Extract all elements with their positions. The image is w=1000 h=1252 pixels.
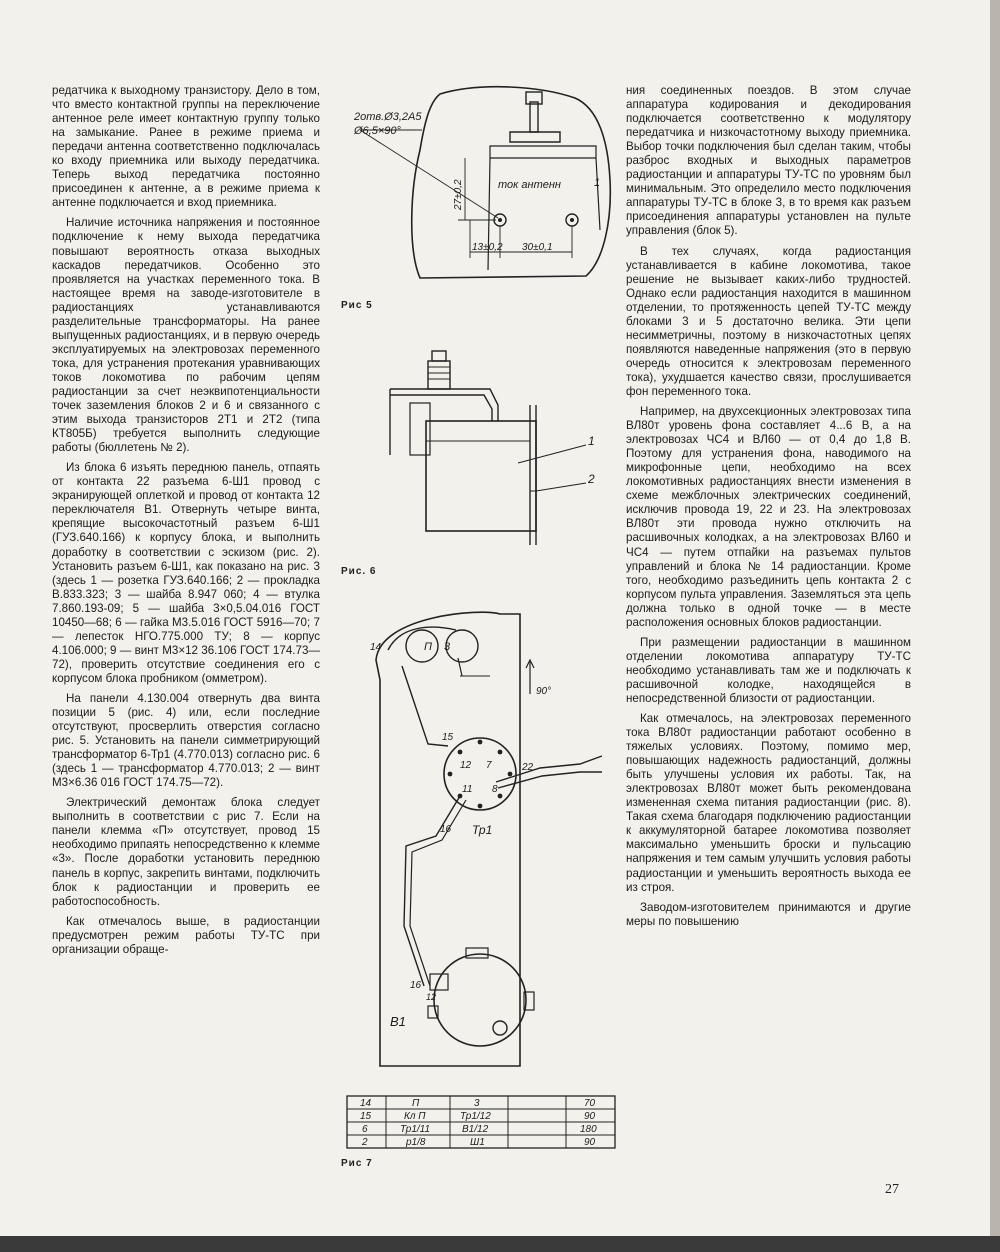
pin-12: 12 xyxy=(460,760,472,771)
paragraph: Электрический демонтаж блока следует выполнить в соответствии с рис 7. Если на панели клемма «П» отсутствует, провод 15 необходимо припаять непосредственно к клемме «3». После доработки установить переднюю панель в корпус, закрепить винтами, подключить блок к радиостанции и проверить ее работоспособность. xyxy=(52,796,320,908)
table-cell: 90 xyxy=(584,1111,596,1122)
hole-note-1: 2отв.Ø3,2А5 xyxy=(354,111,422,123)
pin-7: 7 xyxy=(486,760,492,771)
table-cell: р1/8 xyxy=(406,1137,426,1148)
table-cell: В1/12 xyxy=(462,1124,489,1135)
wire-15-label: 15 xyxy=(442,732,454,743)
table-cell: 2 xyxy=(362,1137,368,1148)
paragraph: Из блока 6 изъять переднюю панель, отпаять от контакта 22 разъема 6-Ш1 провод с экранирующей оплеткой и провод от контакта 12 переключателя В1. Отвернуть четыре винта, крепящие высокочастотный разъем 6-Ш1 (ГУЗ.640.166) к корпусу блока, и выполнить доработку в соответствии с эскизом (рис. 2). Установить разъем 6-Ш1, как показано на рис. 3 (здесь 1 — розетка ГУЗ.640.166; 2 — прокладка В.833.323; 3 — шайба 8.947 060; 4 — втулка 7.860.193-09; 5 — шайба 3×0,5.04.016 ГОСТ 10450—68; 6 — гайка М3.5.016 ГОСТ 5916—70; 7 — лепесток НГО.775.000 ТУ; 8 — корпус 4.106.000; 9 — винт М3×12 36.106 ГОСТ 174.73—72), проверить отсутствие соединения его с корпусом блока пробником (омметром). xyxy=(52,461,320,685)
dim-h2: 30±0,1 xyxy=(522,242,553,253)
table-row xyxy=(362,1124,597,1135)
dim-vertical: 27±0,2 xyxy=(453,179,464,210)
paragraph: Наличие источника напряжения и постоянное подключение к нему выхода передатчика повышают вероятность отказа выходных каскадов передатчиков. Особенно это проявляется на участках переменного тока. В настоящее время на заводе-изготовителе в радиостанциях устанавливаются разделительные трансформаторы. На ранее выпущенных радиостанциях, и в первую очередь эксплуатируемых на электровозах переменного тока, для устранения протекания уравнивающих токов локомотива по рабочим цепям радиостанции за счет неэквипотенциальности точек заземления блоков 2 и 6 и связанного с этим выхода транзисторов 2Т1 и 2Т2 (типа КТ805Б) требуется выполнить следующие работы (бюллетень № 2). xyxy=(52,216,320,455)
terminal-p: П xyxy=(424,641,432,653)
scan-edge xyxy=(990,0,1000,1252)
angle-label: 90° xyxy=(536,686,552,697)
antenna-label: ток антенн xyxy=(498,179,561,191)
wire-16b-label: 16 xyxy=(410,980,422,991)
figure-7-table xyxy=(346,1094,616,1150)
callout-1: 1 xyxy=(588,434,595,448)
edge-mark: 1 xyxy=(594,177,601,189)
page-number: 27 xyxy=(885,1182,899,1197)
table-cell: 90 xyxy=(584,1137,596,1148)
paragraph: Как отмечалось, на электровозах переменного тока ВЛ80т радиостанции работают особенно в тяжелых условиях. Поэтому, помимо мер, повышающих надежность радиостанций, должны быть улучшены условия их работы. Так, на электровозах ВЛ80т может быть рекомендована измененная схема питания радиостанции (рис. 8). Такая схема благодаря подключению радиостанции к аккумуляторной батарее локомотива позволяет максимально уменьшить броски и пульсацию напряжения и тем самым улучшить условия работы радиостанции и уменьшить вероятность выхода ее из строя. xyxy=(626,712,911,894)
switch-label: В1 xyxy=(390,1014,406,1029)
pin-8: 8 xyxy=(492,784,498,795)
table-cell: Тр1/11 xyxy=(400,1124,431,1135)
table-cell: 180 xyxy=(580,1124,597,1135)
pin-12b: 12 xyxy=(426,992,437,1002)
terminal-14: 14 xyxy=(370,642,382,653)
terminal-3: 3 xyxy=(444,641,451,653)
callout-2: 2 xyxy=(588,472,595,486)
table-cell: Кл П xyxy=(404,1111,426,1122)
paragraph: Например, на двухсекционных электровозах типа ВЛ80т уровень фона составляет 4...6 В, а на электровозах ЧС4 и ВЛ60 — от 0,4 до 1,8 В. Поэтому для устранения фона, наводимого на микрофонные цепи, необходимо на всех локомотивных радиостанциях внести изменения в схеме межблочных электрических соединений, исключив провода 19, 22 и 23. На электровозах ВЛ80т эти провода нужно отключить на расшивочных колодках, а на электровозах ВЛ60 и ЧС4 — путем отпайки на разъемах пультов управлений и блока № 14 радиостанции. Кроме того, необходимо разъединить цепь контакта 2 с корпусом пульта управления. Заземляться эта цепь должна только в одной точке — в месте расположения основных блоков радиостанции. xyxy=(626,405,911,629)
paragraph: В тех случаях, когда радиостанция устанавливается в кабине локомотива, такое решение не вызывает каких-либо трудностей. Однако если радиостанция находится в машинном отделении, то протяженность цепей ТУ-ТС между блоками 3 и 5 достаточно велика. Эти цепи несимметричны, поэтому в низкочастотных цепях появляются наведенные напряжения (это в первую очередь относится к электровозам переменного тока), ухудшается качество связи, прослушивается фон переменного тока. xyxy=(626,244,911,398)
figure-7-caption: Рис 7 xyxy=(341,1158,373,1169)
paragraph: При размещении радиостанции в машинном отделении локомотива аппаратуру ТУ-ТС необходимо устанавливать там же и подключать к расшивочной колодке, находящейся в непосредственной близости от радиостанции. xyxy=(626,635,911,705)
figure-5-caption: Рис 5 xyxy=(341,300,373,311)
table-row xyxy=(360,1111,596,1122)
table-cell: 15 xyxy=(360,1111,372,1122)
table-cell: П xyxy=(412,1098,420,1109)
paragraph: ния соединенных поездов. В этом случае аппаратура кодирования и декодирования подключается соответственно к модулятору передатчика и низкочастотному выходу приемника. Выбор точки подключения был сделан таким, чтобы разброс входных и выходных параметров радиостанции и аппаратуры ТУ-ТС по уровням был минимальным. Это определило место подключения аппаратуры ТУ-ТС в блоке 3, в то время как разъем присоединения аппаратуры установлен на пульте управления (блок 5). xyxy=(626,84,911,238)
figure-7-drawing xyxy=(340,596,630,1156)
table-cell: 14 xyxy=(360,1098,372,1109)
paragraph: На панели 4.130.004 отвернуть два винта позиции 5 (рис. 4) или, если последние отсутствуют, просверлить отверстия согласно рис. 5. Установить на панели симметрирующий трансформатор 6-Тр1 (4.770.013) согласно рис. 6 (здесь 1 — трансформатор 4.770.013; 2 — винт М3×6.36 016 ГОСТ 174.75—72). xyxy=(52,691,320,790)
table-cell: Ш1 xyxy=(470,1137,485,1148)
figure-6-caption: Рис. 6 xyxy=(341,566,377,577)
table-cell: Тр1/12 xyxy=(460,1111,491,1122)
right-text-column xyxy=(626,84,911,935)
wire-16-label: 16 xyxy=(440,824,452,835)
figure-6-drawing xyxy=(380,345,620,560)
table-row xyxy=(361,1137,596,1148)
hole-note-2: Ø6,5×90° xyxy=(354,125,401,137)
left-text-column xyxy=(52,84,320,963)
table-cell: 70 xyxy=(584,1098,596,1109)
table-cell: 3 xyxy=(474,1098,480,1109)
transformer-label: Тр1 xyxy=(472,823,493,837)
pin-11: 11 xyxy=(462,784,473,795)
figure-5-drawing xyxy=(330,80,620,300)
table-row xyxy=(360,1098,596,1109)
contact-22: 22 xyxy=(522,762,534,773)
dim-h1: 13±0,2 xyxy=(472,242,503,253)
scan-bottom-edge xyxy=(0,1236,1000,1252)
paragraph: Заводом-изготовителем принимаются и другие меры по повышению xyxy=(626,900,911,928)
paragraph: редатчика к выходному транзистору. Дело в том, что вместо контактной группы на переключение антенное реле имеет контактную группу только на замыкание. Ранее в режиме приема и передачи антенна соответственно подключалась ко входу приемника или выходу передатчика. Теперь выход передатчика постоянно присоединен к антенне, а в режиме приема к антенне подключается и вход приемника. xyxy=(52,84,320,210)
table-cell: 6 xyxy=(362,1124,368,1135)
paragraph: Как отмечалось выше, в радиостанции предусмотрен режим работы ТУ-ТС при организации обраще- xyxy=(52,914,320,956)
